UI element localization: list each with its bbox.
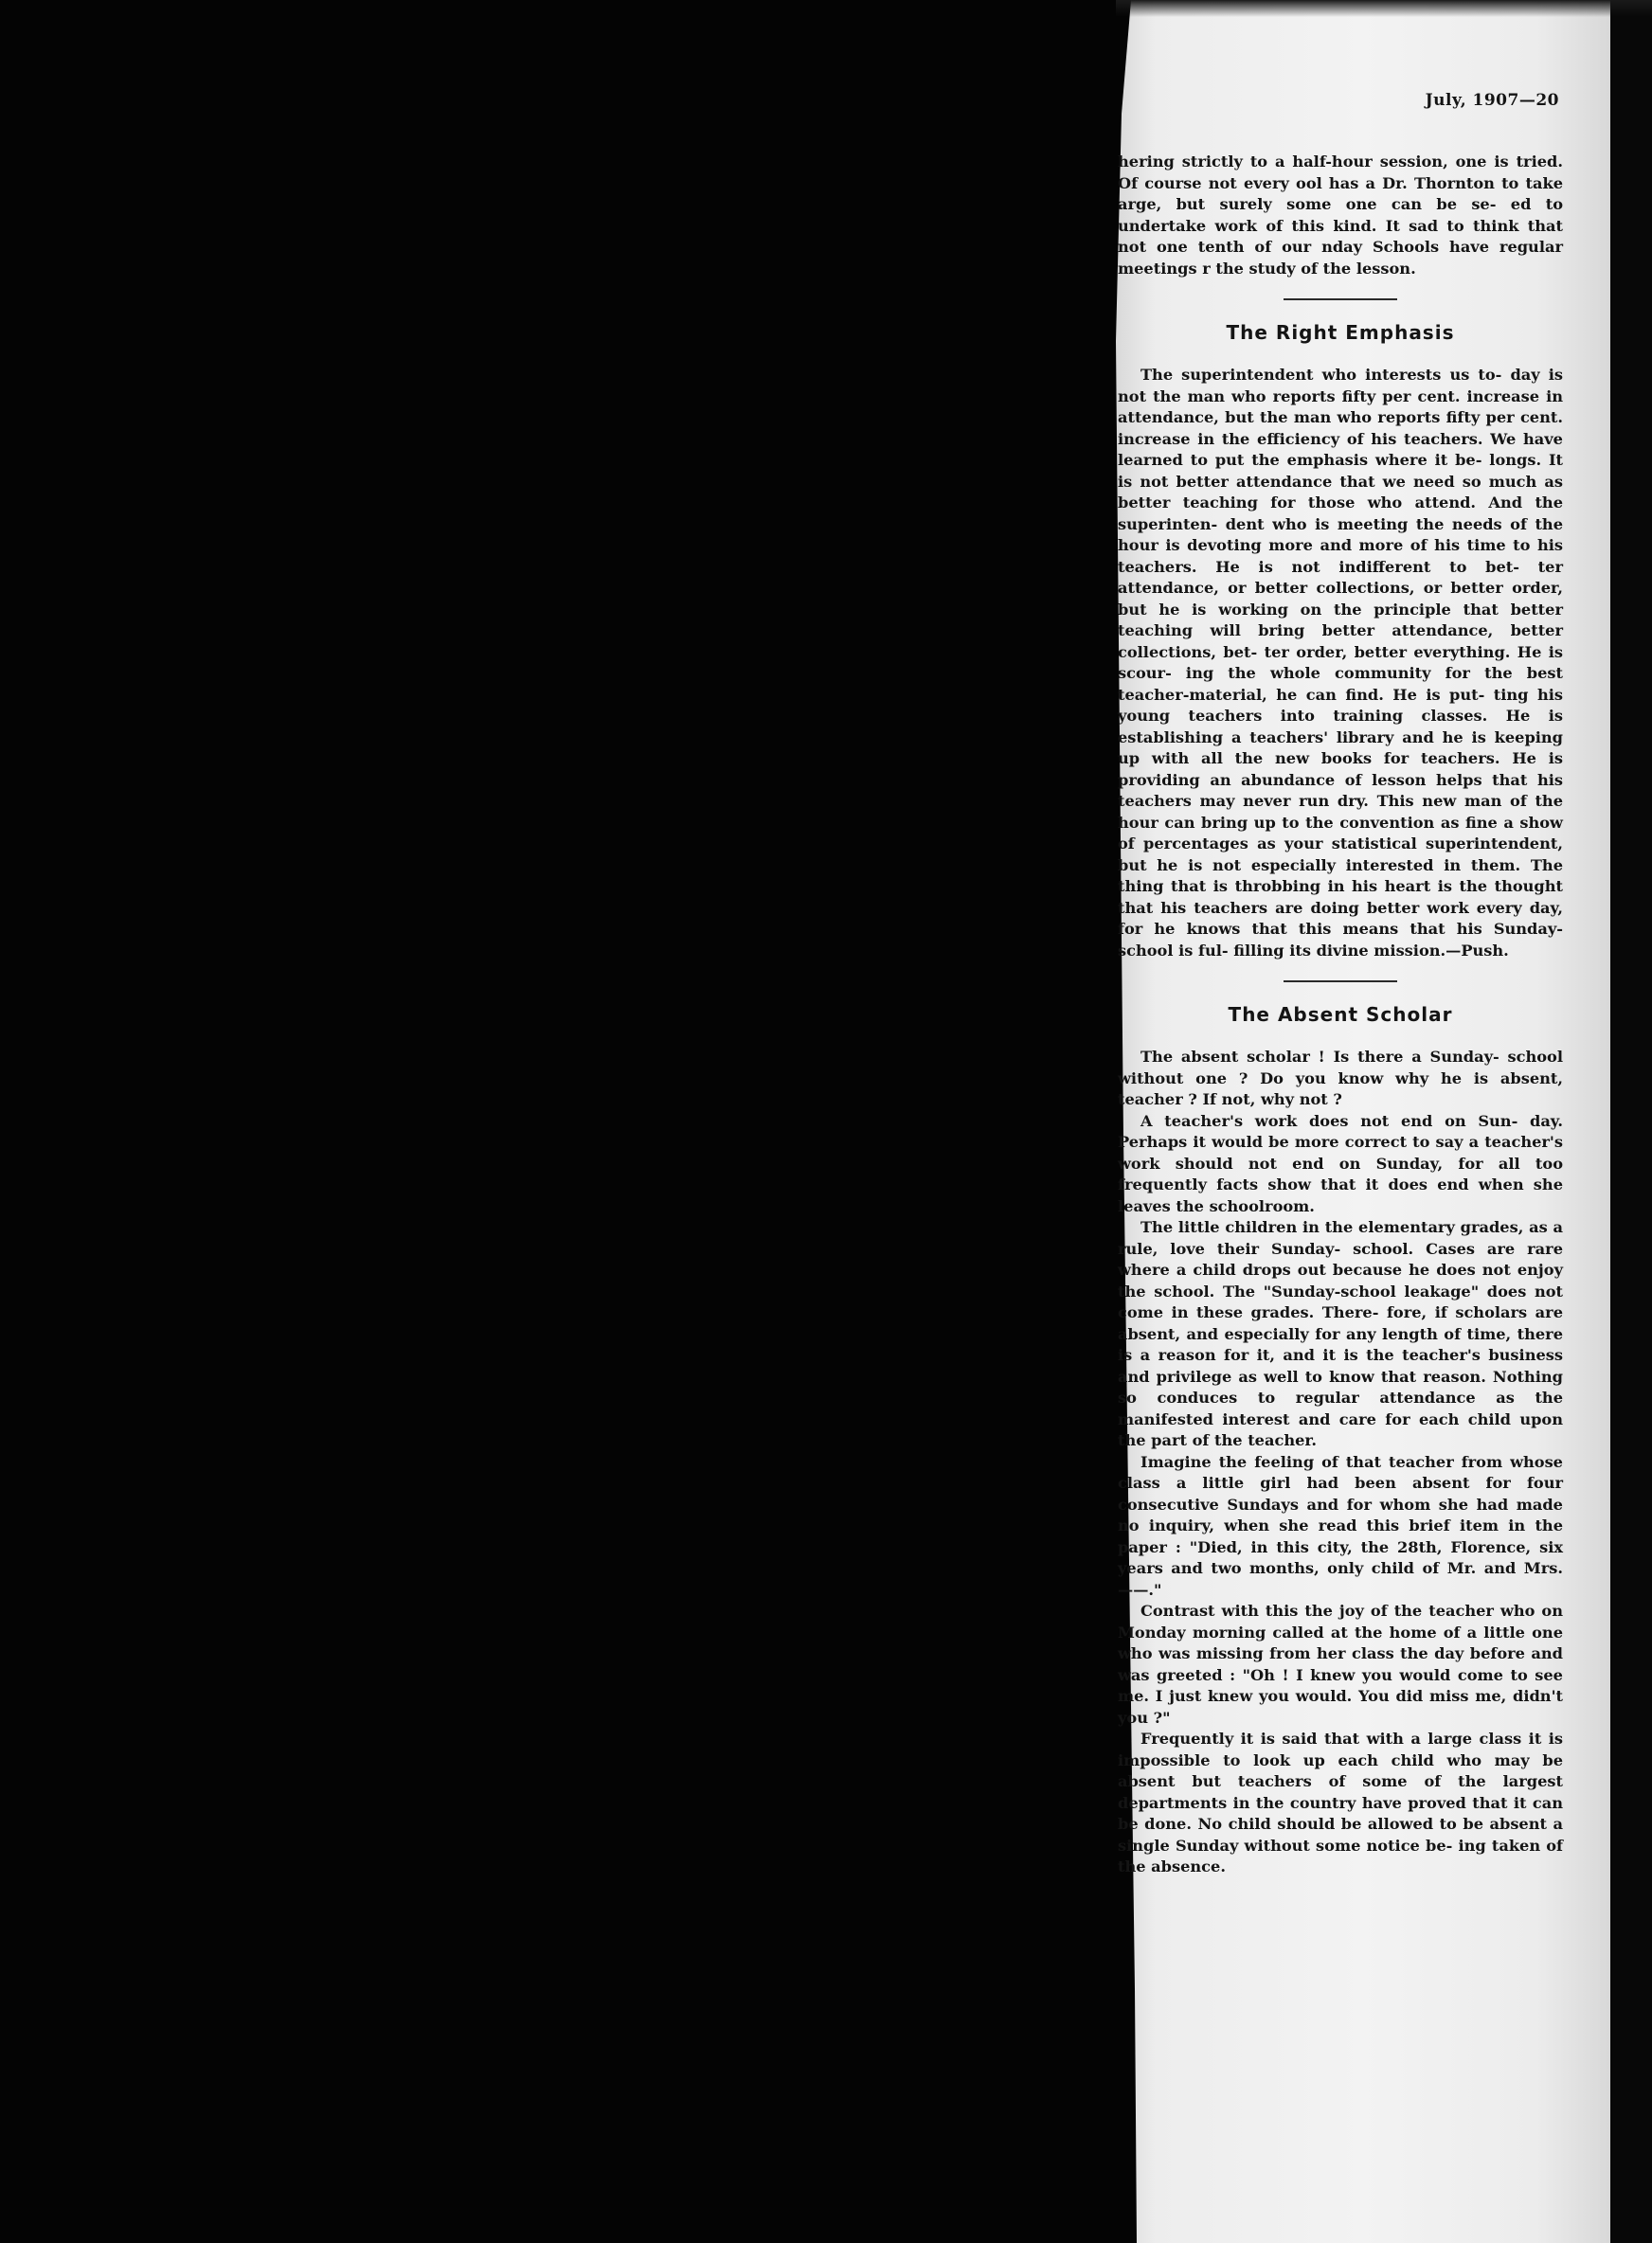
- top-shadow: [1116, 0, 1652, 17]
- section-divider: [1284, 980, 1397, 982]
- right-margin-dark: [1610, 0, 1652, 2243]
- paragraph: Contrast with this the joy of the teacher who on Monday morning called at the home of a little one who was missing from her class the day before and was greeted : "Oh ! I knew you would come to see me. I just knew you would. You did miss me, didn't you ?": [1118, 1602, 1563, 1727]
- section-divider: [1284, 298, 1397, 300]
- paragraph: Frequently it is said that with a large class it is impossible to look up each child who may be absent but teachers of some of the largest departments in the country have proved that it can be done. No child should be allowed to be absent a single Sunday without some notice be- ing taken of the absence.: [1118, 1730, 1563, 1875]
- paragraph: A teacher's work does not end on Sun- day. Perhaps it would be more correct to say a teacher's work should not end on Sunday, for all too frequently facts show that it does end when she leaves the schoolroom.: [1118, 1111, 1563, 1215]
- section-right-emphasis: [1118, 321, 1563, 961]
- page-header: July, 1907—20: [1425, 91, 1559, 110]
- paragraph: The superintendent who interests us to- day is not the man who reports fifty per cent. increase in attendance, but the man who reports fifty per cent. increase in the efficiency of his teachers. We have learned to put the emphasis where it be- longs. It is not better attendance that we need so much as better teaching for those who attend. And the superinten- dent who is meeting the needs of the hour is devoting more and more of his time to his teachers. He is not indifferent to bet- ter attendance, or better collections, or better order, but he is working on the principle that better teaching will bring better attendance, better collections, bet- ter order, better everything. He is scour- ing the whole community for the best teacher-material, he can find. He is put- ting his young teachers into training classes. He is establishing a teachers' library and he is keeping up with all the new books for teachers. He is providing an abundance of lesson helps that his teachers may never run dry. This new man of the hour can bring up to the convention as fine a show of percentages as your statistical superintendent, but he is not especially interested in them. The thing that is throbbing in his heart is the thought that his teachers are doing better work every day, for he knows that this means that his Sunday-school is ful- filling its divine mission.—Push.: [1118, 366, 1563, 960]
- text-column: [1118, 91, 1563, 1886]
- paragraph: The absent scholar ! Is there a Sunday- school without one ? Do you know why he is absent, teacher ? If not, why not ?: [1118, 1048, 1563, 1108]
- paragraph: The little children in the elementary grades, as a rule, love their Sunday- school. Cases are rare where a child drops out because he does not enjoy the school. The "Sunday-school leakage" does not come in these grades. There- fore, if scholars are absent, and especially for any length of time, there is a reason for it, and it is the teacher's business and privilege as well to know that reason. Nothing so conduces to regular attendance as the manifested interest and care for each child upon the part of the teacher.: [1118, 1218, 1563, 1449]
- intro-paragraph: hering strictly to a half-hour session, one is tried. Of course not every ool has a Dr. Thornton to take arge, but surely some one can be se- ed to undertake work of this kind. It sad to think that not one tenth of our nday Schools have regular meetings r the study of the lesson.: [1118, 153, 1563, 278]
- section-heading: The Right Emphasis: [1226, 321, 1455, 344]
- section-absent-scholar: [1118, 1003, 1563, 1878]
- section-heading: The Absent Scholar: [1228, 1003, 1453, 1026]
- paragraph: Imagine the feeling of that teacher from whose class a little girl had been absent for four consecutive Sundays and for whom she had made no inquiry, when she read this brief item in the paper : "Died, in this city, the 28th, Florence, six years and two months, only child of Mr. and Mrs. ——.": [1118, 1452, 1563, 1599]
